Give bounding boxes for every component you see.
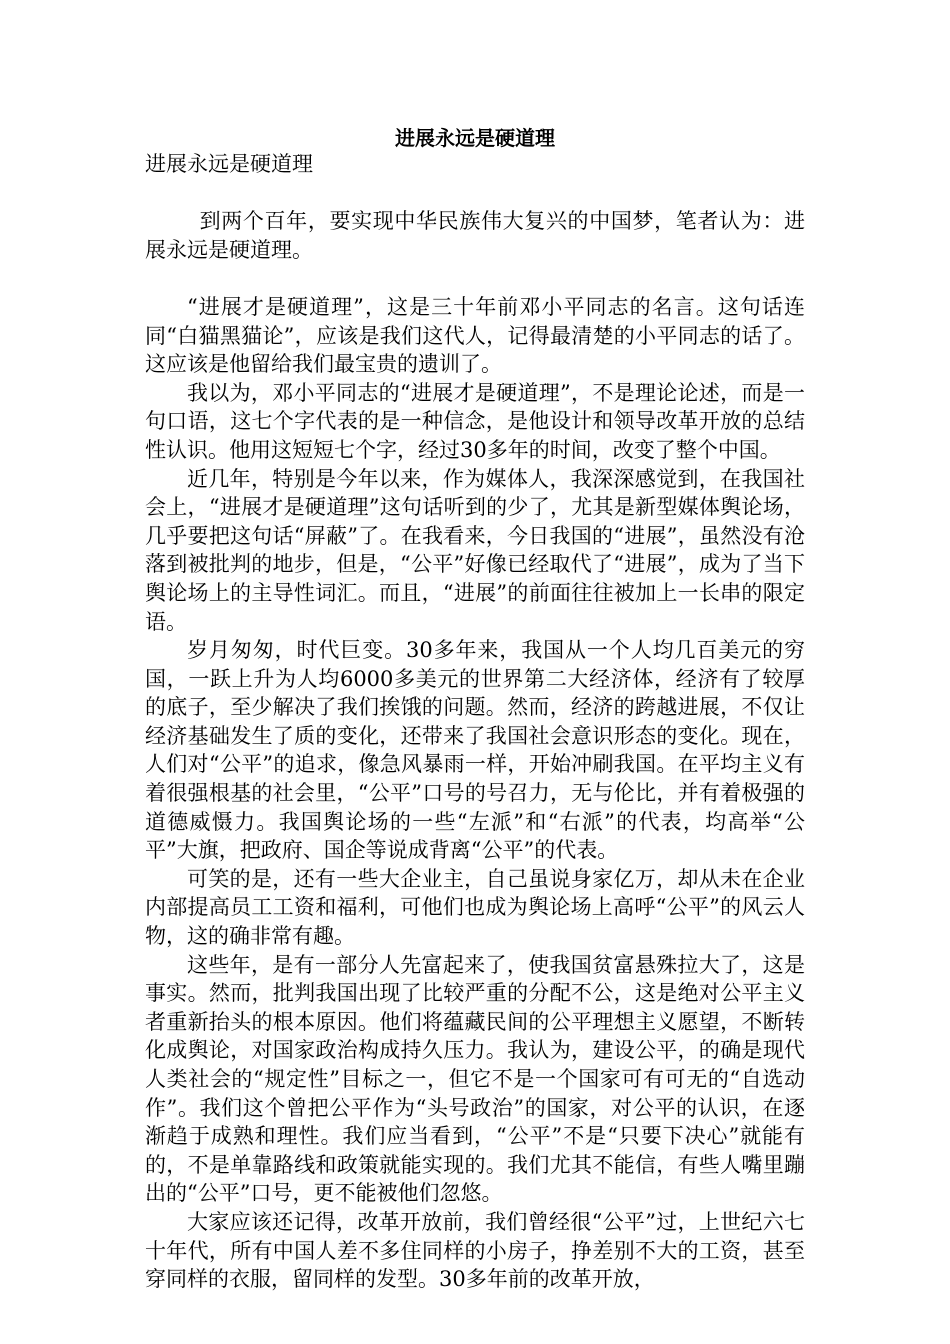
paragraph-3: 我以为，邓小平同志的“进展才是硬道理”，不是理论论述，而是一句口语，这七个字代表的是一种信念，是他设计和领导改革开放的总结性认识。他用这短短七个字，经过30多年的时间，改变了整个中国。	[145, 380, 805, 462]
document-subtitle: 进展永远是硬道理	[145, 152, 313, 176]
document-body	[145, 150, 805, 1294]
paragraph-6: 可笑的是，还有一些大企业主，自己虽说身家亿万，却从未在企业内部提高员工工资和福利，可他们也成为舆论场上高呼“公平”的风云人物，这的确非常有趣。	[145, 866, 805, 949]
paragraph-5: 岁月匆匆，时代巨变。30多年来，我国从一个人均几百美元的穷国，一跃上升为人均6000多美元的世界第二大经济体，经济有了较厚的底子，至少解决了我们挨饿的问题。然而，经济的跨越进展，不仅让经济基础发生了质的变化，还带来了我国社会意识形态的变化。现在，人们对“公平”的追求，像急风暴雨一样，开始冲刷我国。在平均主义有着很强根基的社会里，“公平”口号的号召力，无与伦比，并有着极强的道德威慑力。我国舆论场的一些“左派”和“右派”的代表，均高举“公平”大旗，把政府、国企等说成背离“公平”的代表。	[145, 638, 805, 863]
blank-line	[145, 264, 805, 293]
blank-line	[145, 179, 805, 208]
paragraph-4: 近几年，特别是今年以来，作为媒体人，我深深感觉到，在我国社会上，“进展才是硬道理”这句话听到的少了，尤其是新型媒体舆论场，几乎要把这句话“屏蔽”了。在我看来，今日我国的“进展”，虽然没有沧落到被批判的地步，但是，“公平”好像已经取代了“进展”，成为了当下舆论场上的主导性词汇。而且，“进展”的前面往往被加上一长串的限定语。	[145, 466, 805, 634]
document-title: 进展永远是硬道理	[395, 126, 555, 150]
paragraph-2: “进展才是硬道理”，这是三十年前邓小平同志的名言。这句话连同“白猫黑猫论”，应该是我们这代人，记得最清楚的小平同志的话了。这应该是他留给我们最宝贵的遗训了。	[145, 294, 805, 377]
paragraph-8: 大家应该还记得，改革开放前，我们曾经很“公平”过，上世纪六七十年代，所有中国人差不多住同样的小房子，挣差别不大的工资，甚至穿同样的衣服，留同样的发型。30多年前的改革开放，	[145, 1209, 805, 1292]
paragraph-1: 到两个百年，要实现中华民族伟大复兴的中国梦，笔者认为：进展永远是硬道理。	[145, 209, 805, 262]
paragraph-7: 这些年，是有一部分人先富起来了，使我国贫富悬殊拉大了，这是事实。然而，批判我国出现了比较严重的分配不公，这是绝对公平主义者重新抬头的根本原因。他们将蕴藏民间的公平理想主义愿望，不断转化成舆论，对国家政治构成持久压力。我认为，建设公平，的确是现代人类社会的“规定性”目标之一，但它不是一个国家可有可无的“自选动作”。我们这个曾把公平作为“头号政治”的国家，对公平的认识，在逐渐趋于成熟和理性。我们应当看到，“公平”不是“只要下决心”就能有的，不是单靠路线和政策就能实现的。我们尤其不能信，有些人嘴里蹦出的“公平”口号，更不能被他们忽悠。	[145, 952, 805, 1206]
